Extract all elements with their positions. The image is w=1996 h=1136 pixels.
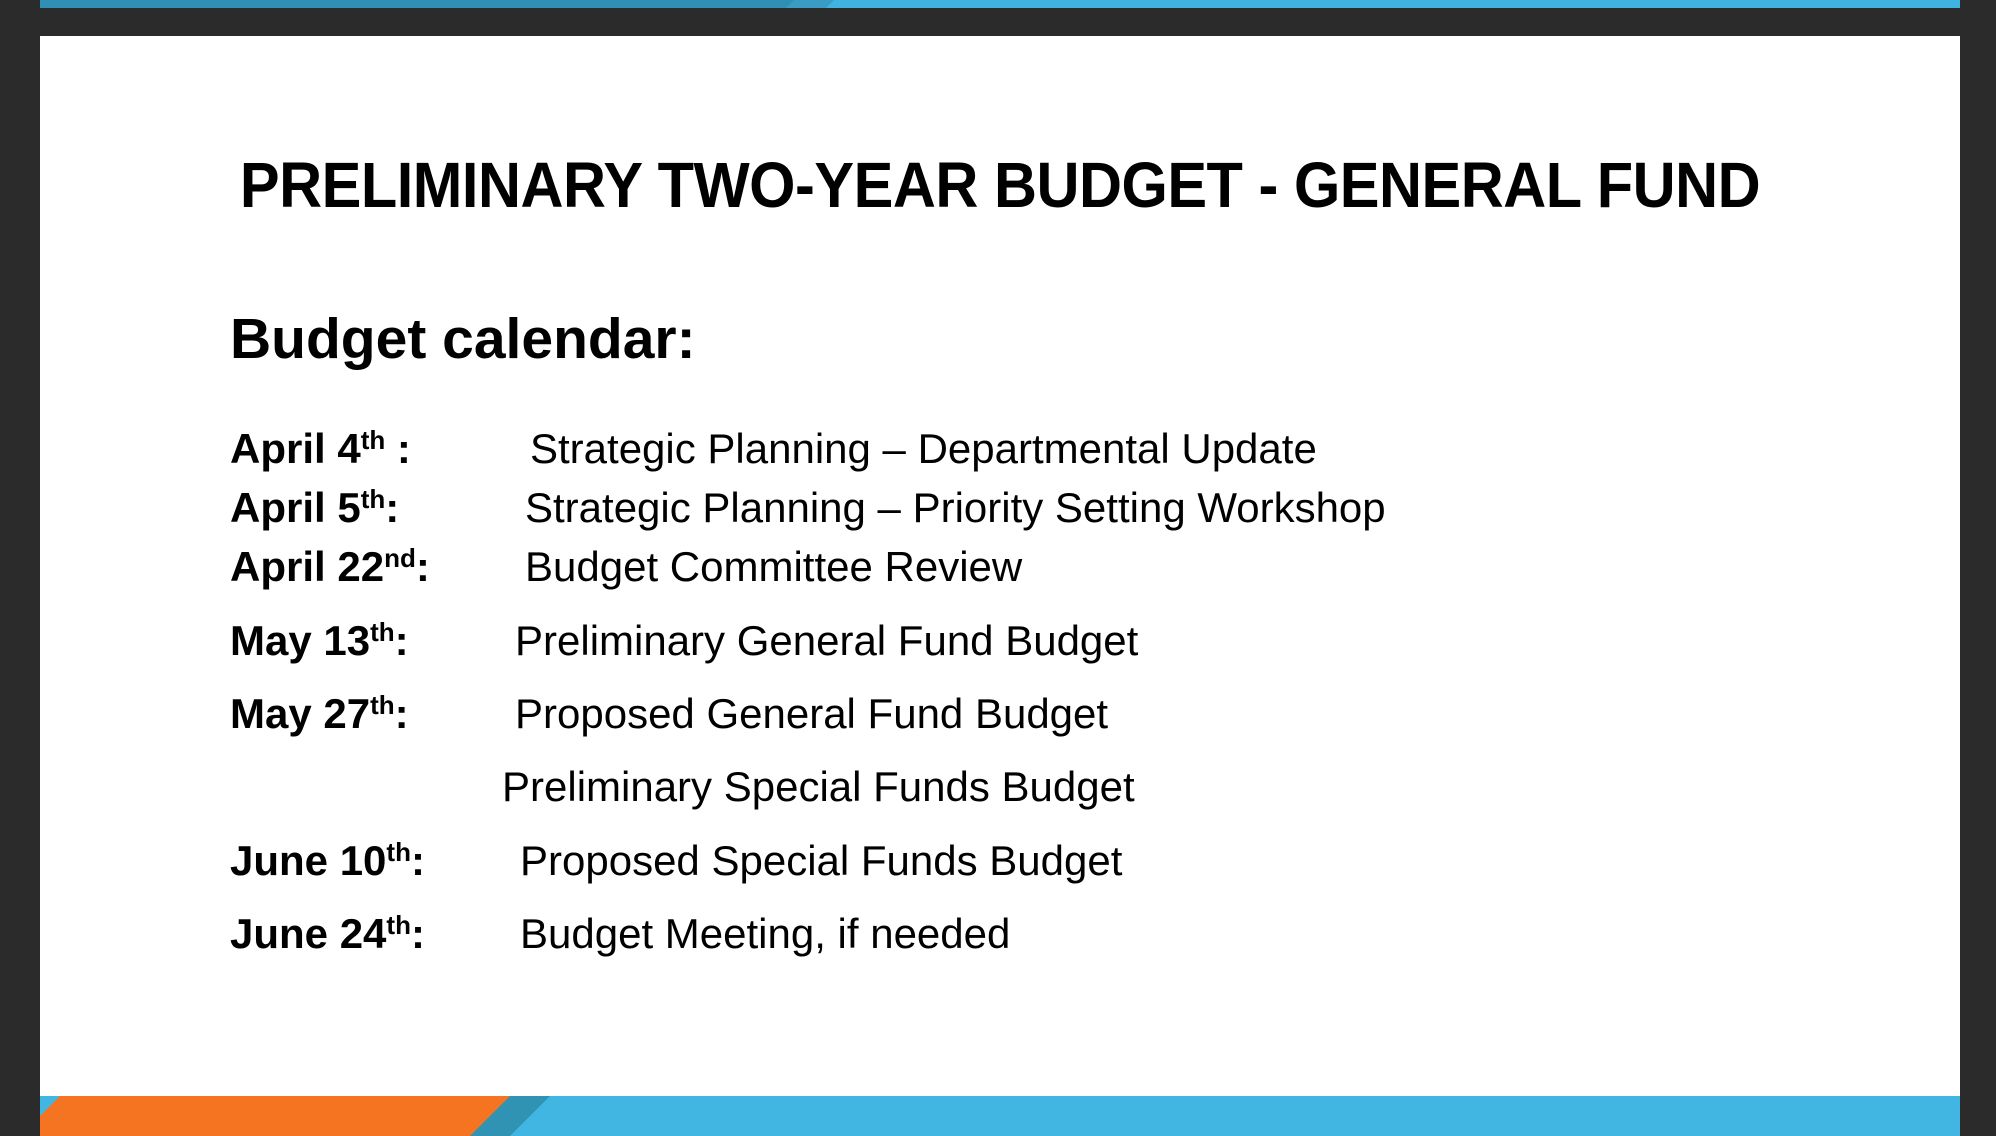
calendar-entry [230, 909, 1011, 959]
entry-description: Proposed Special Funds Budget [520, 837, 1123, 884]
calendar-entry [230, 483, 1386, 533]
entry-date: May 13th: [230, 617, 409, 664]
calendar-entry [230, 424, 1317, 474]
entry-date: April 4th : [230, 425, 411, 472]
calendar-entry [230, 542, 1023, 592]
top-accent-dark-segment [40, 0, 800, 8]
entry-description: Strategic Planning – Priority Setting Workshop [525, 484, 1386, 531]
entry-description: Strategic Planning – Departmental Update [530, 425, 1317, 472]
calendar-entry [230, 616, 1139, 666]
slide-subtitle: Budget calendar: [230, 307, 696, 371]
slide-title: PRELIMINARY TWO-YEAR BUDGET - GENERAL FUND [239, 149, 1761, 221]
entry-description: Budget Committee Review [525, 543, 1023, 590]
bottom-accent-bar [40, 1096, 1960, 1136]
slide [40, 36, 1960, 1136]
calendar-entry [230, 836, 1123, 886]
calendar-entry [230, 689, 1109, 739]
entry-date: April 22nd: [230, 543, 430, 590]
entry-date: May 27th: [230, 690, 409, 737]
entry-description: Proposed General Fund Budget [515, 690, 1109, 737]
entry-description: Budget Meeting, if needed [520, 910, 1011, 957]
top-accent-bar [40, 0, 1960, 8]
entry-description: Preliminary Special Funds Budget [502, 763, 1135, 810]
bottom-accent-orange [40, 1096, 530, 1136]
top-accent-notch [786, 0, 834, 8]
entry-date: April 5th: [230, 484, 400, 531]
entry-description: Preliminary General Fund Budget [515, 617, 1139, 664]
entry-date: June 10th: [230, 837, 425, 884]
entry-date: June 24th: [230, 910, 425, 957]
